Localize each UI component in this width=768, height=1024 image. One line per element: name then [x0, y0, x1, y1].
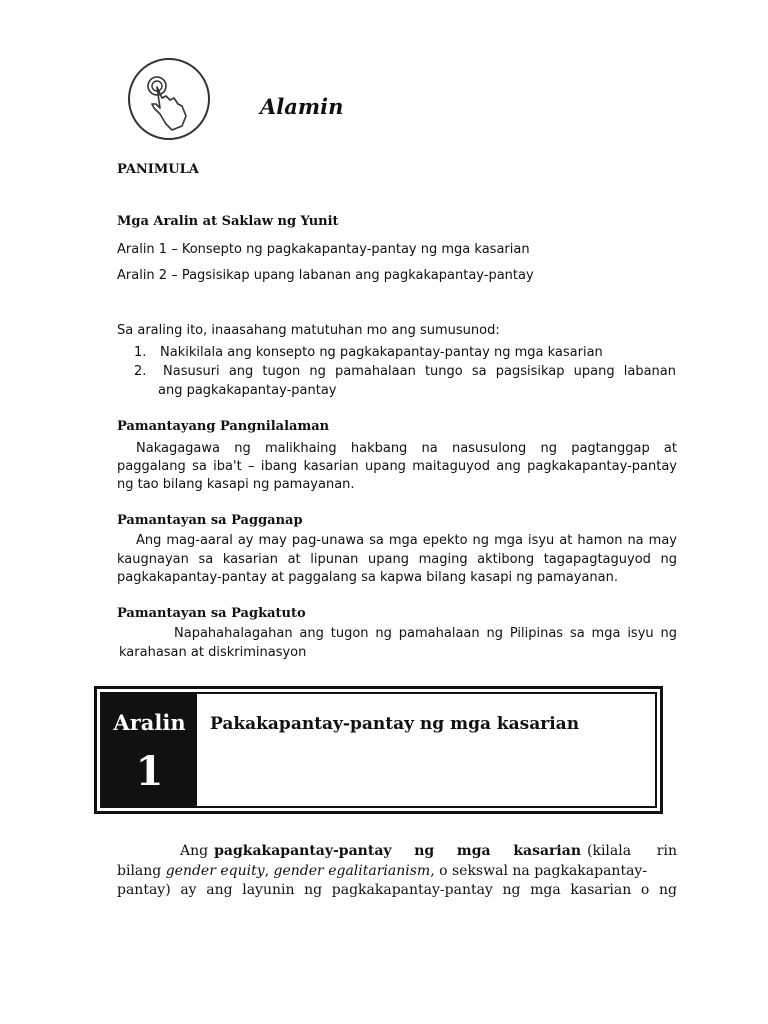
body-line-2	[117, 862, 677, 881]
touch-hand-icon	[128, 58, 210, 140]
body-line-1-rest: (kilala rin	[587, 843, 677, 859]
pagganap-line-1: Ang mag-aaral ay may pag-unawa sa mga epekto ng mga isyu at hamon na may	[136, 533, 677, 548]
aralin-scope-heading: Mga Aralin at Saklaw ng Yunit	[117, 214, 339, 229]
lesson-banner	[94, 686, 663, 814]
body-italic-gender-equity: gender equity	[165, 863, 265, 879]
panimula-heading: PANIMULA	[117, 162, 199, 177]
body-line-2-start: bilang	[117, 863, 162, 879]
body-line-3: pantay) ay ang layunin ng pagkakapantay-pantay ng mga kasarian o ng	[117, 882, 677, 898]
lesson-number: 1	[135, 748, 164, 795]
body-line-2-end: , o sekswal na pagkakapantay-	[430, 863, 648, 879]
pangnilalaman-line-3: ng tao bilang kasapi ng pamayanan.	[117, 477, 355, 492]
pangnilalaman-heading: Pamantayang Pangnilalaman	[117, 419, 330, 434]
objective-1-text: Nakikilala ang konsepto ng pagkakapantay-pantay ng mga kasarian	[160, 345, 603, 360]
page-title: Alamin	[260, 94, 344, 119]
body-line-2-sep: ,	[264, 863, 270, 879]
objective-1-num: 1.	[134, 345, 147, 360]
lesson-title: Pakakapantay-pantay ng mga kasarian	[210, 714, 580, 734]
pagkatuto-line-1: Napahahalagahan ang tugon ng pamahalaan ng Pilipinas sa mga isyu ng	[174, 626, 677, 641]
pagganap-line-2: kaugnayan sa kasarian at lipunan upang maging aktibong tagapagtaguyod ng	[117, 552, 677, 567]
lesson-banner-inner	[100, 692, 657, 808]
pangnilalaman-line-1: Nakagagawa ng malikhaing hakbang na nasusulong ng pagtanggap at	[136, 441, 677, 456]
pagkatuto-heading: Pamantayan sa Pagkatuto	[117, 606, 306, 621]
objectives-intro: Sa araling ito, inaasahang matutuhan mo ang sumusunod:	[117, 323, 500, 338]
aralin-scope-item-1: Aralin 1 – Konsepto ng pagkakapantay-pantay ng mga kasarian	[117, 242, 530, 257]
lesson-number-panel	[102, 694, 197, 806]
body-word-ang: Ang	[180, 843, 209, 859]
objective-2-line-1: Nasusuri ang tugon ng pamahalaan tungo sa pagsisikap upang labanan	[163, 364, 676, 379]
body-line-1	[180, 842, 677, 861]
objective-2-line-2: ang pagkakapantay-pantay	[158, 383, 337, 398]
body-italic-gender-egalitarianism: gender egalitarianism	[273, 863, 431, 879]
pagganap-heading: Pamantayan sa Pagganap	[117, 513, 303, 528]
objective-2-num: 2.	[134, 364, 147, 379]
pangnilalaman-line-2: paggalang sa iba't – ibang kasarian upang maitaguyod ang pagkakapantay-pantay	[117, 459, 677, 474]
pagganap-line-3: pagkakapantay-pantay at paggalang sa kapwa bilang kasapi ng pamayanan.	[117, 570, 619, 585]
pagkatuto-line-2: karahasan at diskriminasyon	[119, 645, 307, 660]
lesson-label: Aralin	[113, 710, 186, 735]
aralin-scope-item-2: Aralin 2 – Pagsisikap upang labanan ang pagkakapantay-pantay	[117, 268, 534, 283]
body-bold-term: pagkakapantay-pantay ng mga kasarian	[214, 843, 581, 859]
